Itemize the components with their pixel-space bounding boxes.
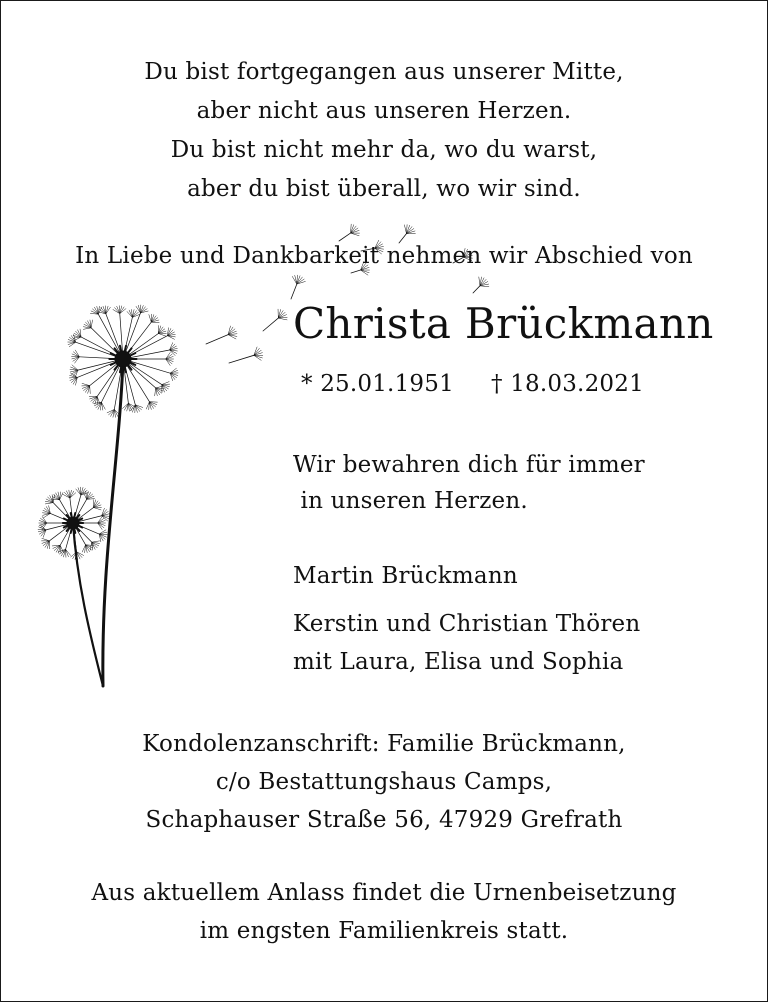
- mourner-name: Martin Brückmann: [293, 563, 518, 589]
- consolation-line: in unseren Herzen.: [293, 488, 528, 514]
- mourner-line: mit Laura, Elisa und Sophia: [293, 649, 624, 675]
- consolation-text: [293, 447, 645, 519]
- address-line: c/o Bestattungshaus Camps,: [215, 769, 553, 795]
- poem-line: Du bist fortgegangen aus unserer Mitte,: [144, 59, 624, 85]
- poem-verse: [1, 53, 767, 209]
- deceased-name: Christa Brückmann: [293, 299, 714, 348]
- poem-line: aber du bist überall, wo wir sind.: [187, 176, 581, 202]
- burial-notice: [1, 874, 767, 950]
- condolence-address: [1, 725, 767, 839]
- poem-line: Du bist nicht mehr da, wo du warst,: [170, 137, 598, 163]
- death-date: † 18.03.2021: [491, 371, 644, 397]
- notice-line: Aus aktuellem Anlass findet die Urnenbeisetzung: [91, 880, 677, 906]
- mourner-family: [293, 605, 640, 681]
- address-line: Schaphauser Straße 56, 47929 Grefrath: [145, 807, 623, 833]
- address-line: Kondolenzanschrift: Familie Brückmann,: [142, 731, 626, 757]
- consolation-line: Wir bewahren dich für immer: [293, 452, 645, 478]
- farewell-intro: In Liebe und Dankbarkeit nehmen wir Abschied von: [75, 243, 693, 269]
- poem-line: aber nicht aus unseren Herzen.: [196, 98, 572, 124]
- notice-line: im engsten Familienkreis statt.: [199, 918, 569, 944]
- mourner-line: Kerstin und Christian Thören: [293, 611, 641, 637]
- birth-date: * 25.01.1951: [301, 371, 454, 397]
